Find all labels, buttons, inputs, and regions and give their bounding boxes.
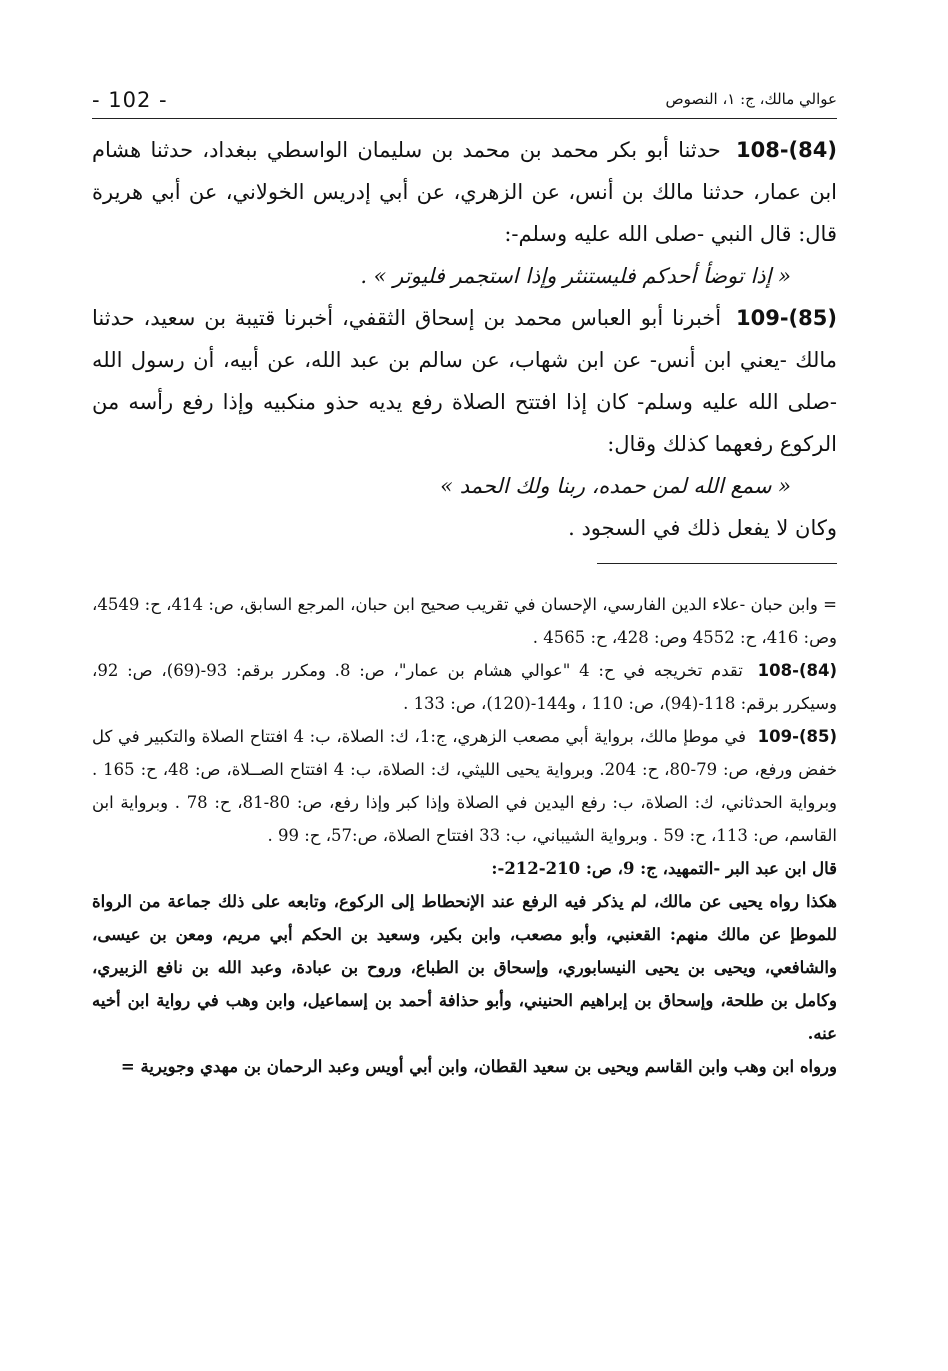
page-header bbox=[92, 82, 837, 119]
footnote bbox=[92, 720, 837, 852]
hadith-109 bbox=[92, 297, 837, 465]
hadith-closing: وكان لا يفعل ذلك في السجود . bbox=[568, 516, 837, 540]
page-number: - 102 - bbox=[92, 88, 168, 112]
hadith-number: 109-(85) bbox=[736, 306, 837, 330]
footnote-quote-lead: قال ابن عبد البر -التمهيد، ج: 9، ص: 210-212-: bbox=[491, 859, 837, 878]
main-text bbox=[92, 129, 837, 549]
footnote-continued: ورواه ابن وهب وابن القاسم ويحيى بن سعيد القطان، وابن أبي أويس وعبد الرحمان بن مهدي وجويرية = bbox=[120, 1057, 837, 1076]
footnote-number: 108-(84) bbox=[757, 661, 838, 680]
footnote bbox=[92, 654, 837, 720]
footnote-text: تقدم تخريجه في ح: 4 "عوالي هشام بن عمار"، ص: 8. ومكرر برقم: 93-(69)، ص: 92، وسيكرر برقم: 118-(94)، ص: 110 ، و144-(120)، ص: 133 . bbox=[92, 661, 837, 713]
footnote: = وابن حبان -علاء الدين الفارسي، الإحسان في تقريب صحيح ابن حبان، المرجع السابق، ص: 414، ح: 4549، وص: 416، ح: 4552 وص: 428، ح: 4565 . bbox=[92, 595, 837, 647]
footnote-text: في موطإ مالك، برواية أبي مصعب الزهري، ج:1، ك: الصلاة، ب: 4 افتتاح الصلاة والتكبير في كل خفض ورفع، ص: 79-80، ح: 204. وبرواية يحيى الليثي، ك: الصلاة، ب: 4 افتتاح الصــلاة، ص: 48، ح: 165 . وبرواية الحدثاني، ك: الصلاة، ب: رفع اليدين في الصلاة وإذا كبر وإذا رفع، ص: 80-81، ح: 78 . وبرواية ابن القاسم، ص: 113، ح: 59 . وبرواية الشيباني، ب: 33 افتتاح الصلاة، ص:57، ح: 99 . bbox=[92, 727, 838, 845]
hadith-quote: « سمع الله لمن حمده، ربنا ولك الحمد » bbox=[440, 474, 791, 498]
hadith-text: حدثنا أبو بكر محمد بن محمد بن سليمان الواسطي ببغداد، حدثنا هشام ابن عمار، حدثنا مالك بن أنس، عن الزهري، عن أبي إدريس الخولاني، عن أبي هريرة قال: قال النبي -صلى الله عليه وسلم-: bbox=[92, 138, 837, 246]
footnotes bbox=[92, 588, 837, 1083]
hadith-108 bbox=[92, 129, 837, 255]
hadith-quote: « إذا توضأ أحدكم فليستنثر وإذا استجمر فليوتر » . bbox=[360, 264, 791, 288]
running-title: عوالي مالك، ج: ١، النصوص bbox=[665, 90, 837, 108]
hadith-number: 108-(84) bbox=[736, 138, 837, 162]
footnote-number: 109-(85) bbox=[757, 727, 838, 746]
footnote-separator bbox=[597, 563, 837, 564]
book-page bbox=[92, 82, 837, 1083]
footnote-quote: هكذا رواه يحيى عن مالك، لم يذكر فيه الرفع عند الإنحطاط إلى الركوع، وتابعه على ذلك جماعة من الرواة للموطإ عن مالك منهم: القعنبي، وأبو مصعب، وابن بكير، وسعيد بن الحكم أبي مريم، ومعن بن عيسى، والشافعي، ويحيى بن يحيى النيسابوري، وإسحاق بن الطباع، وروح بن عبادة، وعبد الله بن نافع الزبيري، وكامل بن طلحة، وإسحاق بن إبراهيم الحنيني، وأبو حذافة أحمد بن إسماعيل، وابن وهب في رواية ابن أخيه عنه. bbox=[92, 892, 837, 1043]
hadith-text: أخبرنا أبو العباس محمد بن إسحاق الثقفي، أخبرنا قتيبة بن سعيد، حدثنا مالك -يعني ابن أنس- عن ابن شهاب، عن سالم بن عبد الله، عن أبيه، أن رسول الله -صلى الله عليه وسلم- كان إذا افتتح الصلاة رفع يديه حذو منكبيه وإذا رفع رأسه من الركوع رفعهما كذلك وقال: bbox=[92, 306, 837, 456]
